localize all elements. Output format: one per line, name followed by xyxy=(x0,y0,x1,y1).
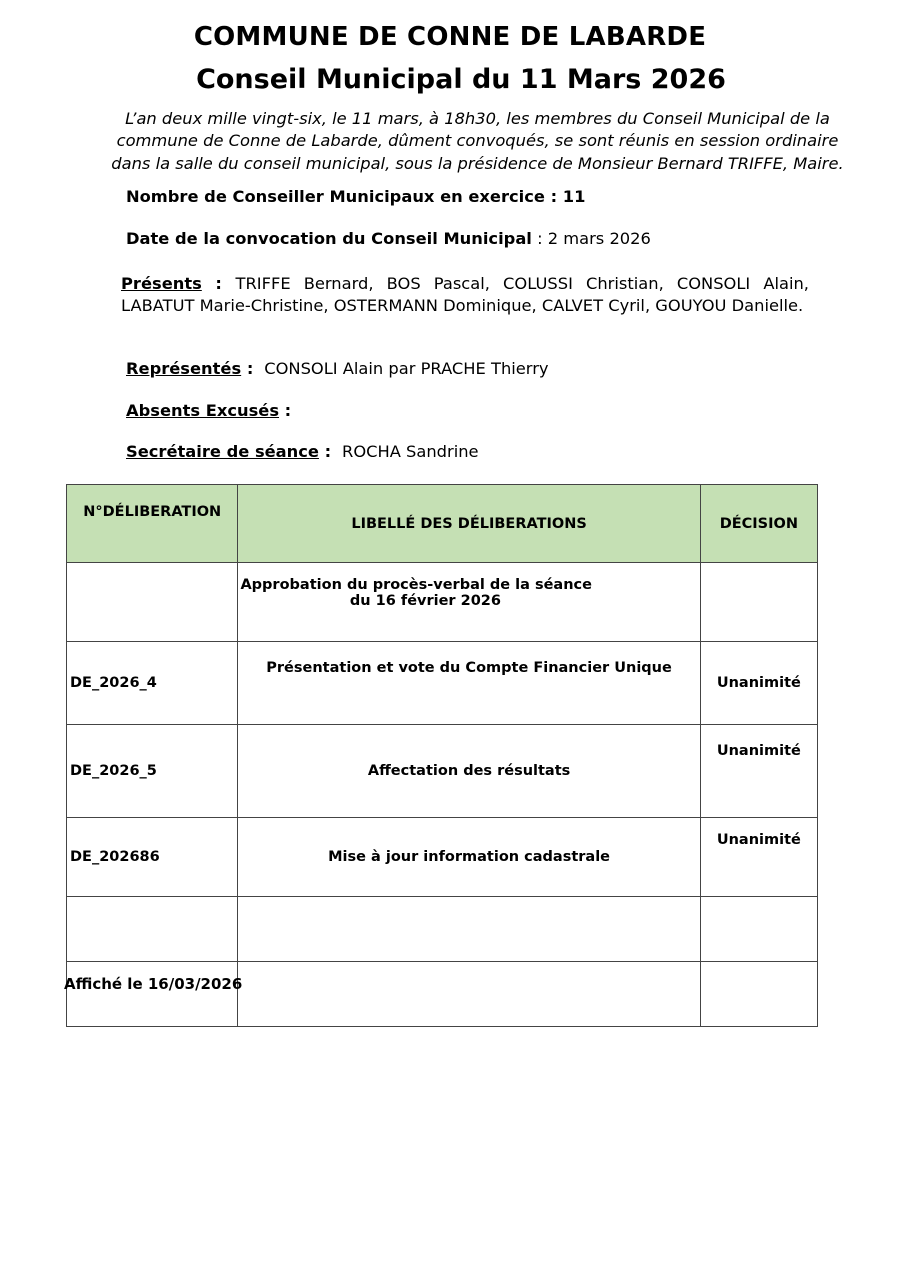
row-decision xyxy=(700,962,817,1027)
row-libelle: Présentation et vote du Compte Financier Unique xyxy=(238,642,700,725)
date-convocation-label: Date de la convocation du Conseil Municipal xyxy=(126,229,532,248)
header-num: N°DÉLIBERATION xyxy=(67,485,238,563)
representes-value: CONSOLI Alain par PRACHE Thierry xyxy=(264,359,549,378)
meeting-title: Conseil Municipal du 11 Mars 2026 xyxy=(196,64,726,95)
row-num xyxy=(67,563,238,642)
row-decision xyxy=(700,897,817,962)
representes-label: Représentés xyxy=(126,359,242,378)
secretaire-label: Secrétaire de séance xyxy=(126,442,319,461)
deliberations-table xyxy=(66,484,818,1027)
absents-colon: : xyxy=(279,401,292,420)
intro-paragraph: L’an deux mille vingt-six, le 11 mars, à 18h30, les membres du Conseil Municipal de la commune de Conne de Labarde, dûment convoqués, se sont réunis en session ordinaire dans la salle du conseil municipal, sous la présidence de Monsieur Bernard TRIFFE, Maire. xyxy=(111,109,844,173)
representes-line xyxy=(126,359,549,378)
row-num: DE_2026_5 xyxy=(67,725,238,818)
table-row xyxy=(67,725,818,818)
row-libelle xyxy=(238,563,700,642)
table-row xyxy=(67,897,818,962)
row-libelle xyxy=(238,962,700,1027)
nombre-conseillers xyxy=(126,187,585,206)
row-libelle-line2: du 16 février 2026 xyxy=(349,593,501,609)
row-decision: Unanimité xyxy=(700,818,817,897)
row-libelle: Mise à jour information cadastrale xyxy=(238,818,700,897)
table-row xyxy=(67,563,818,642)
secretaire-line xyxy=(126,442,479,461)
row-libelle xyxy=(238,897,700,962)
presents-colon: : xyxy=(201,274,236,293)
presents-block xyxy=(121,273,809,317)
row-num xyxy=(67,962,238,1027)
table-row xyxy=(67,818,818,897)
date-convocation xyxy=(126,229,651,248)
row-num: DE_202686 xyxy=(67,818,238,897)
absents-label: Absents Excusés xyxy=(126,401,280,420)
table-row xyxy=(67,962,818,1027)
row-decision: Unanimité xyxy=(700,725,817,818)
nombre-conseillers-text: Nombre de Conseiller Municipaux en exercice : 11 xyxy=(126,187,586,206)
row-num xyxy=(67,897,238,962)
row-num: DE_2026_4 xyxy=(67,642,238,725)
presents-label: Présents xyxy=(121,274,202,293)
row-libelle: Affectation des résultats xyxy=(238,725,700,818)
representes-colon: : xyxy=(241,359,260,378)
row-decision xyxy=(700,563,817,642)
absents-line xyxy=(126,401,291,420)
date-convocation-value: : 2 mars 2026 xyxy=(531,229,651,248)
row-decision: Unanimité xyxy=(700,642,817,725)
table-header-row xyxy=(67,485,818,563)
affiche-date: Affiché le 16/03/2026 xyxy=(64,975,243,993)
header-decision: DÉCISION xyxy=(700,485,817,563)
header-libelle: LIBELLÉ DES DÉLIBERATIONS xyxy=(238,485,700,563)
table-row xyxy=(67,642,818,725)
commune-title: COMMUNE DE CONNE DE LABARDE xyxy=(193,22,707,52)
row-libelle-line1: Approbation du procès-verbal de la séance xyxy=(240,577,592,593)
secretaire-value: ROCHA Sandrine xyxy=(342,442,479,461)
presents-list: TRIFFE Bernard, BOS Pascal, COLUSSI Christian, CONSOLI Alain, LABATUT Marie-Christine, OSTERMANN Dominique, CALVET Cyril, GOUYOU Danielle. xyxy=(121,274,809,315)
secretaire-colon: : xyxy=(318,442,337,461)
